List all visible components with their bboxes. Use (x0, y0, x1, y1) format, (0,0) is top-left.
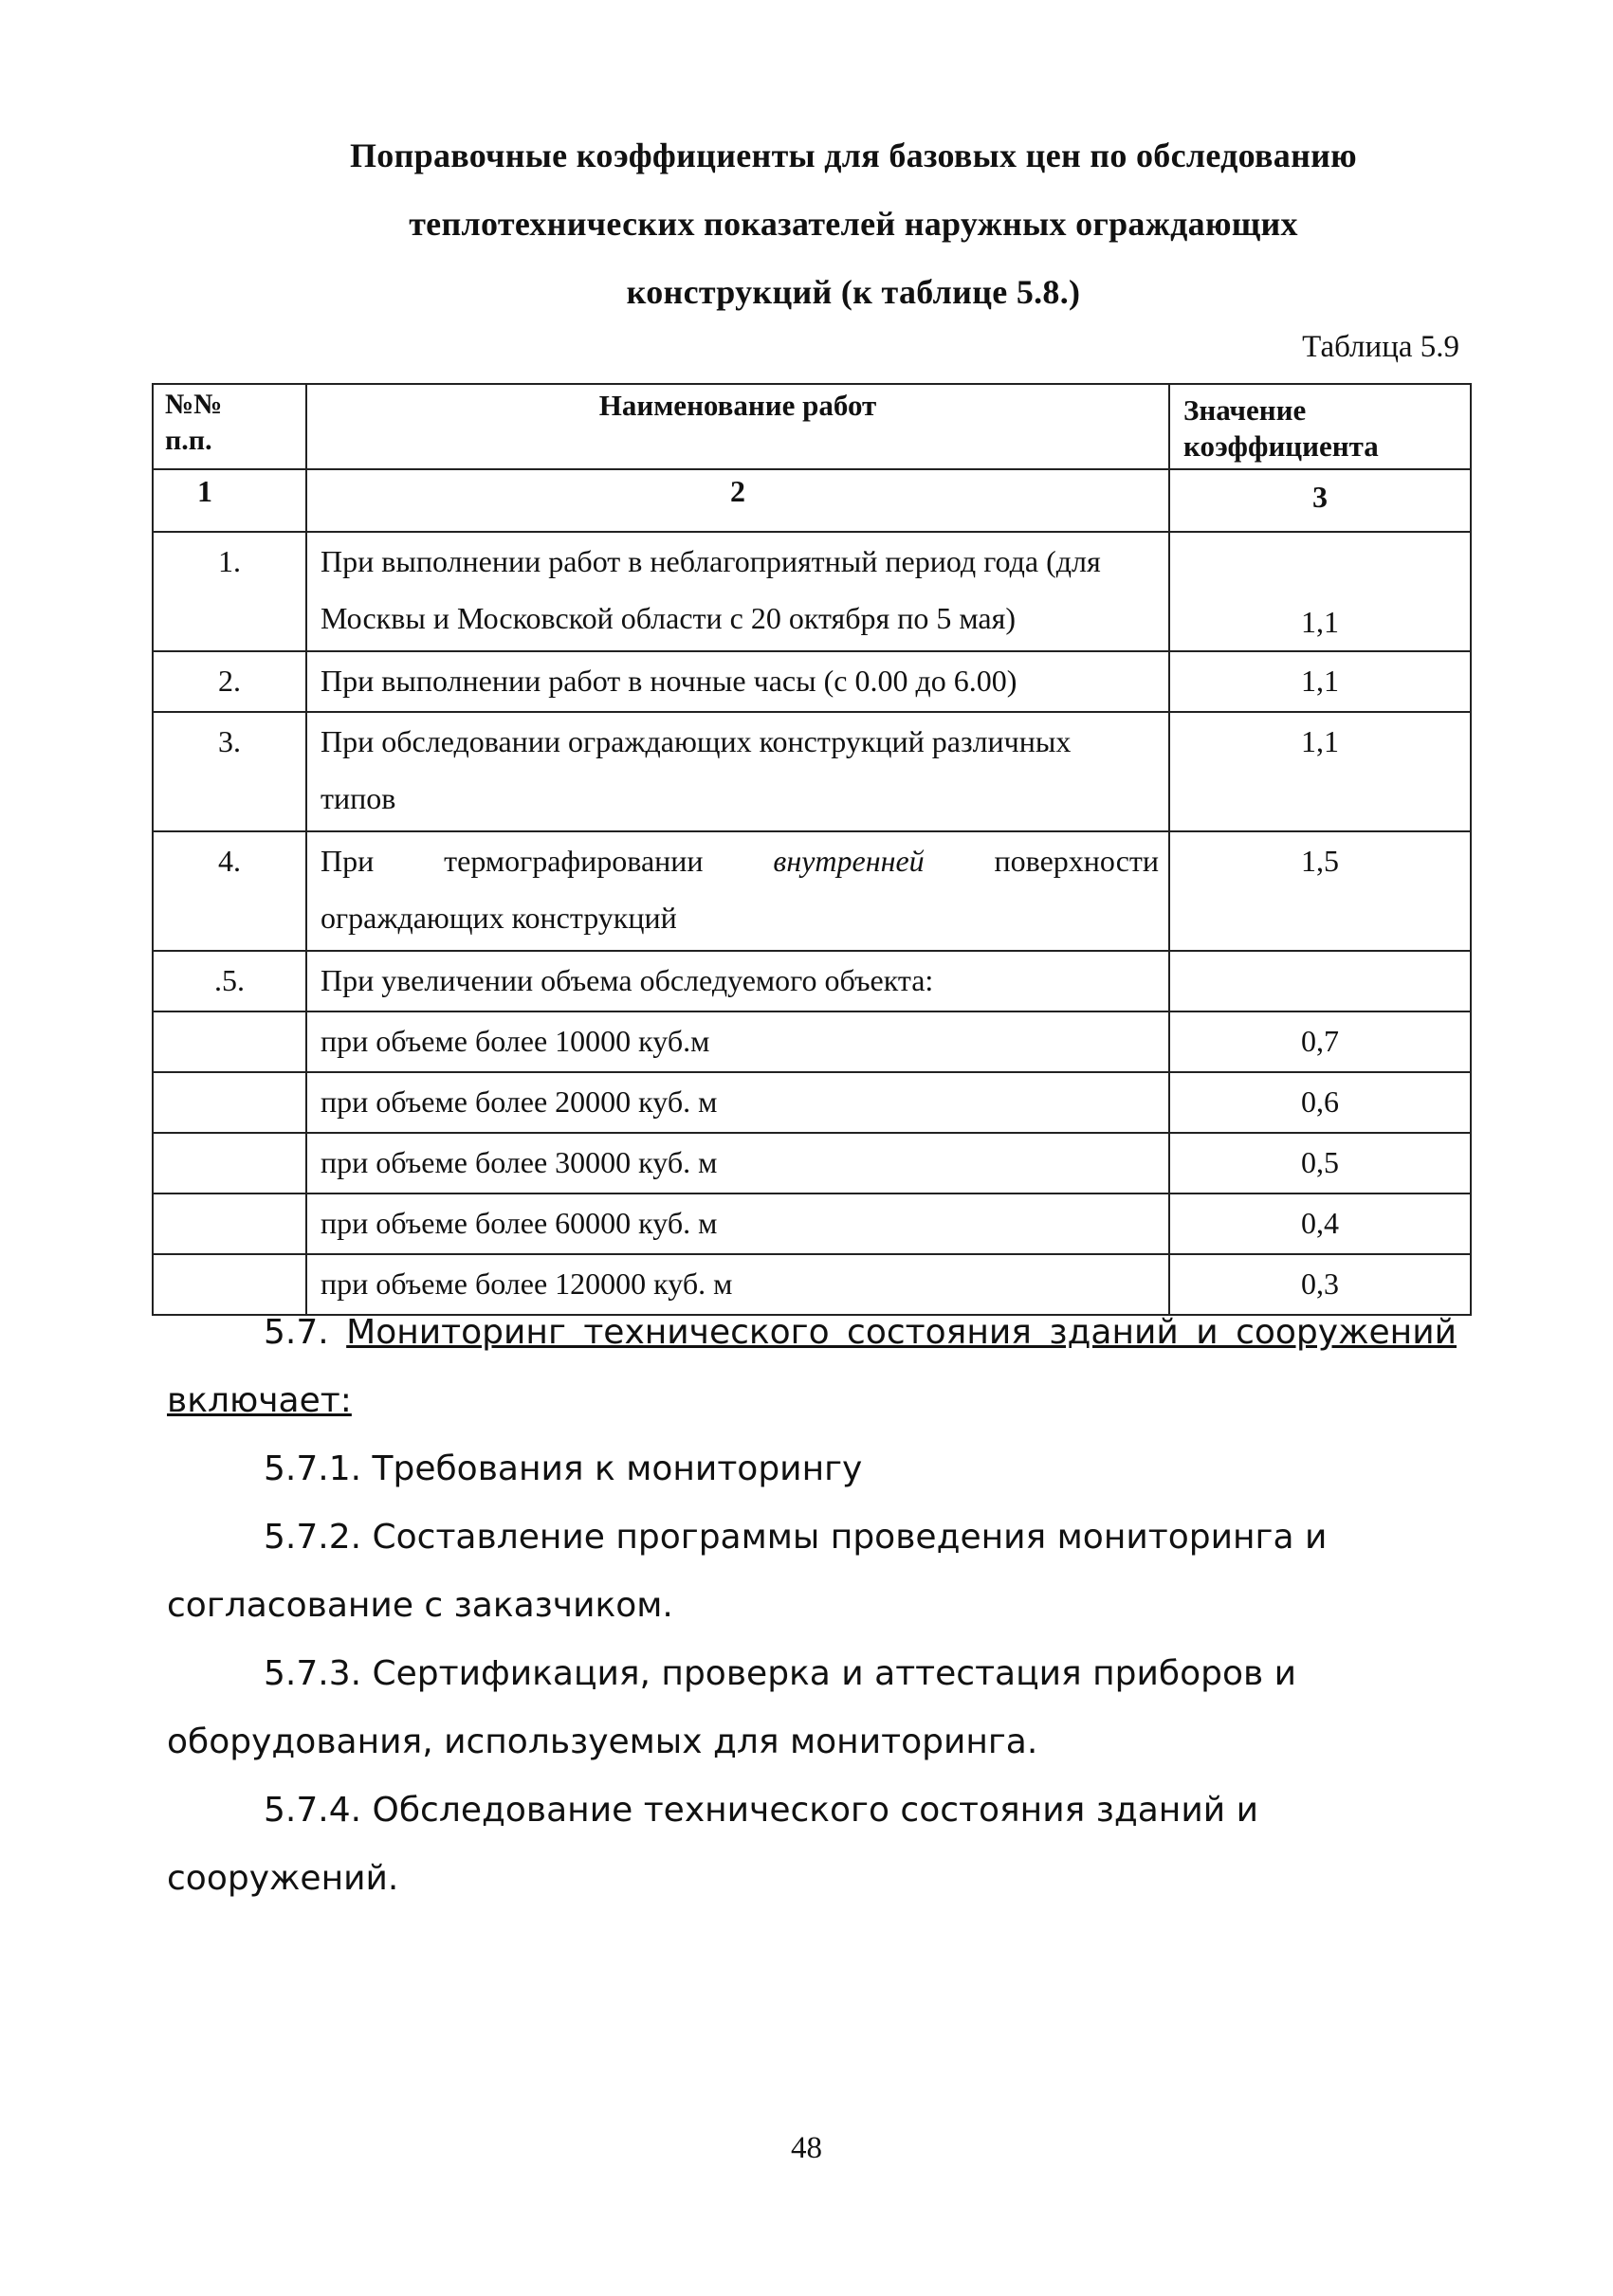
row-text-line1: При выполнении работ в неблагоприятный период года (для (321, 544, 1101, 578)
paragraph-5-7 (167, 1299, 1457, 1435)
header-col-coefficient-line1: Значение (1183, 393, 1307, 427)
row-value: 0,3 (1169, 1254, 1471, 1315)
row-value: 1,1 (1169, 651, 1471, 712)
row-value: 0,4 (1169, 1194, 1471, 1254)
row-value: 0,5 (1169, 1133, 1471, 1194)
column-number-1: 1 (153, 469, 306, 532)
table-title (237, 121, 1470, 326)
row-value (1169, 951, 1471, 1011)
table-row (153, 1133, 1471, 1194)
row-text-word: поверхности (994, 844, 1160, 878)
row-text-line1 (321, 832, 1159, 889)
row-number: 3. (153, 712, 306, 831)
table-row (153, 831, 1471, 951)
row-value: 1,1 (1169, 532, 1471, 651)
row-text: При выполнении работ в ночные часы (с 0.00 до 6.00) (306, 651, 1169, 712)
row-number (153, 1133, 306, 1194)
paragraph-5-7-4: 5.7.4. Обследование технического состояния зданий и сооружений. (167, 1791, 1258, 1898)
row-value: 0,6 (1169, 1072, 1471, 1133)
header-col-number (153, 384, 306, 469)
table-row (153, 532, 1471, 651)
paragraph-5-7-text: Мониторинг технического состояния зданий и сооружений включает: (167, 1313, 1457, 1420)
row-text-word: При (321, 844, 375, 878)
paragraph-5-7-3: 5.7.3. Сертификация, проверка и аттестация приборов и оборудования, используемых для мониторинга. (167, 1654, 1297, 1761)
row-text-line2: ограждающих конструкций (321, 901, 677, 935)
row-text-word: термографировании (444, 844, 704, 878)
row-text (306, 831, 1169, 951)
header-col-coefficient-line2: коэффициента (1183, 429, 1379, 463)
table-row (153, 1194, 1471, 1254)
row-text-line1: При обследовании ограждающих конструкций различных (321, 724, 1072, 758)
table-number-label: Таблица 5.9 (1302, 330, 1459, 364)
row-text (306, 712, 1169, 831)
header-col-coefficient (1169, 384, 1471, 469)
row-number: .5. (153, 951, 306, 1011)
table-row (153, 951, 1471, 1011)
title-line-1: Поправочные коэффициенты для базовых цен по обследованию (350, 137, 1357, 174)
row-text: при объеме более 60000 куб. м (306, 1194, 1169, 1254)
page-number: 48 (791, 2131, 822, 2165)
row-value: 1,5 (1169, 831, 1471, 951)
header-col-number-line1: №№ (165, 389, 223, 420)
header-col-number-line2: п.п. (165, 425, 212, 456)
table-row (153, 1072, 1471, 1133)
coefficients-table (152, 383, 1472, 1316)
column-numbers-row (153, 469, 1471, 532)
row-text-line2: типов (321, 781, 396, 815)
header-col-work-name: Наименование работ (306, 384, 1169, 469)
row-text (306, 532, 1169, 651)
row-number (153, 1194, 306, 1254)
table-row (153, 712, 1471, 831)
paragraph-5-7-1: 5.7.1. Требования к мониторингу (264, 1449, 863, 1488)
row-value: 0,7 (1169, 1011, 1471, 1072)
row-text-line2: Москвы и Московской области с 20 октября по 5 мая) (321, 601, 1016, 635)
row-text: при объеме более 20000 куб. м (306, 1072, 1169, 1133)
table-row (153, 651, 1471, 712)
row-number (153, 1011, 306, 1072)
table-header-row (153, 384, 1471, 469)
row-text: при объеме более 10000 куб.м (306, 1011, 1169, 1072)
row-text-italic-word: внутренней (773, 844, 925, 878)
title-line-2: теплотехнических показателей наружных ограждающих (409, 205, 1298, 243)
row-number (153, 1072, 306, 1133)
row-text: при объеме более 120000 куб. м (306, 1254, 1169, 1315)
row-number: 4. (153, 831, 306, 951)
title-line-3: конструкций (к таблице 5.8.) (626, 273, 1081, 311)
row-number: 1. (153, 532, 306, 651)
column-number-2: 2 (306, 469, 1169, 532)
table-row (153, 1011, 1471, 1072)
row-text: При увеличении объема обследуемого объекта: (306, 951, 1169, 1011)
column-number-3: 3 (1169, 469, 1471, 532)
paragraph-5-7-2: 5.7.2. Составление программы проведения мониторинга и согласование с заказчиком. (167, 1518, 1328, 1625)
row-text: при объеме более 30000 куб. м (306, 1133, 1169, 1194)
row-number: 2. (153, 651, 306, 712)
paragraph-5-7-number: 5.7. (264, 1313, 329, 1352)
row-value: 1,1 (1169, 712, 1471, 831)
